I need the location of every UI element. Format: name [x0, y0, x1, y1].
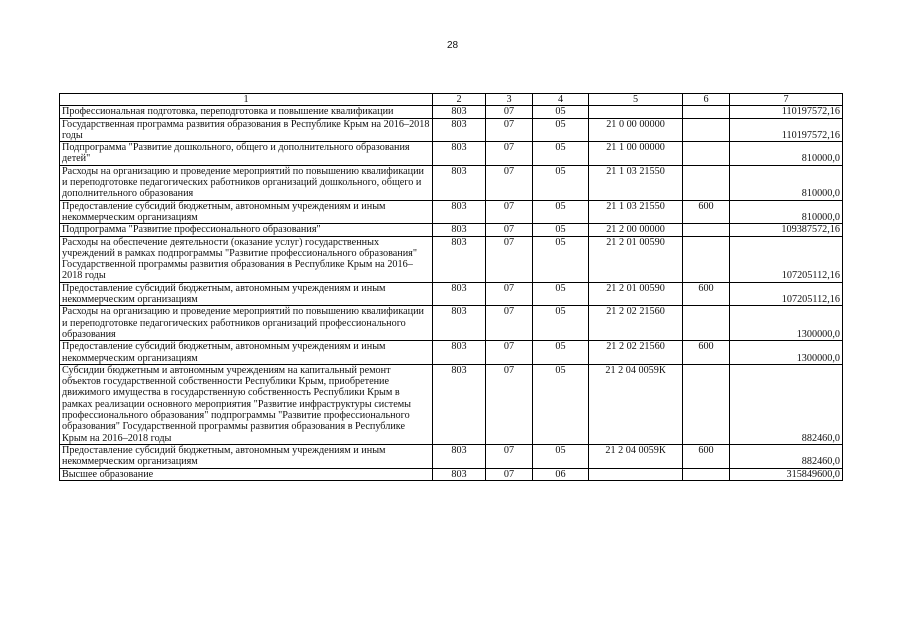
table-row: [60, 282, 843, 306]
code-cell: 803: [433, 306, 486, 341]
code-cell: 803: [433, 236, 486, 282]
row-name-cell: Подпрограмма "Развитие дошкольного, общего и дополнительного образования детей": [60, 142, 433, 166]
amount-cell: 882460,0: [730, 364, 843, 444]
expense-type-cell: [683, 106, 730, 118]
code-cell: 803: [433, 282, 486, 306]
row-name-cell: Предоставление субсидий бюджетным, автономным учреждениям и иным некоммерческим организациям: [60, 444, 433, 468]
code-cell: 803: [433, 444, 486, 468]
subsection-cell: 05: [533, 106, 589, 118]
subsection-cell: 05: [533, 224, 589, 236]
column-header: 2: [433, 94, 486, 106]
column-header: 4: [533, 94, 589, 106]
expense-type-cell: [683, 224, 730, 236]
table-row: [60, 306, 843, 341]
row-name-cell: Предоставление субсидий бюджетным, автономным учреждениям и иным некоммерческим организациям: [60, 282, 433, 306]
column-header: 5: [589, 94, 683, 106]
section-cell: 07: [486, 468, 533, 480]
table-row: [60, 106, 843, 118]
section-cell: 07: [486, 224, 533, 236]
row-name-cell: Предоставление субсидий бюджетным, автономным учреждениям и иным некоммерческим организациям: [60, 200, 433, 224]
target-article-cell: 21 2 02 21560: [589, 341, 683, 365]
amount-cell: 882460,0: [730, 444, 843, 468]
target-article-cell: 21 1 00 00000: [589, 142, 683, 166]
table-row: [60, 200, 843, 224]
expense-type-cell: [683, 364, 730, 444]
target-article-cell: 21 1 03 21550: [589, 165, 683, 200]
expense-type-cell: [683, 468, 730, 480]
subsection-cell: 05: [533, 282, 589, 306]
subsection-cell: 05: [533, 236, 589, 282]
expense-type-cell: [683, 165, 730, 200]
row-name-cell: Профессиональная подготовка, переподготовка и повышение квалификации: [60, 106, 433, 118]
table-row: [60, 364, 843, 444]
code-cell: 803: [433, 106, 486, 118]
budget-table: [59, 93, 843, 481]
amount-cell: 109387572,16: [730, 224, 843, 236]
target-article-cell: 21 1 03 21550: [589, 200, 683, 224]
amount-cell: 107205112,16: [730, 236, 843, 282]
section-cell: 07: [486, 142, 533, 166]
subsection-cell: 05: [533, 444, 589, 468]
table-row: [60, 468, 843, 480]
page-number: 28: [446, 40, 459, 51]
column-header: 3: [486, 94, 533, 106]
subsection-cell: 05: [533, 306, 589, 341]
subsection-cell: 05: [533, 142, 589, 166]
target-article-cell: 21 0 00 00000: [589, 118, 683, 142]
amount-cell: 810000,0: [730, 165, 843, 200]
target-article-cell: 21 2 04 0059К: [589, 444, 683, 468]
subsection-cell: 05: [533, 341, 589, 365]
section-cell: 07: [486, 364, 533, 444]
column-header: 7: [730, 94, 843, 106]
row-name-cell: Предоставление субсидий бюджетным, автономным учреждениям и иным некоммерческим организациям: [60, 341, 433, 365]
row-name-cell: Подпрограмма "Развитие профессионального образования": [60, 224, 433, 236]
subsection-cell: 05: [533, 118, 589, 142]
table-row: [60, 142, 843, 166]
column-header: 1: [60, 94, 433, 106]
expense-type-cell: 600: [683, 444, 730, 468]
expense-type-cell: 600: [683, 341, 730, 365]
amount-cell: 315849600,0: [730, 468, 843, 480]
row-name-cell: Государственная программа развития образования в Республике Крым на 2016–2018 годы: [60, 118, 433, 142]
amount-cell: 107205112,16: [730, 282, 843, 306]
code-cell: 803: [433, 118, 486, 142]
subsection-cell: 05: [533, 364, 589, 444]
code-cell: 803: [433, 364, 486, 444]
code-cell: 803: [433, 341, 486, 365]
code-cell: 803: [433, 165, 486, 200]
table-row: [60, 224, 843, 236]
column-header: 6: [683, 94, 730, 106]
section-cell: 07: [486, 341, 533, 365]
code-cell: 803: [433, 200, 486, 224]
amount-cell: 110197572,16: [730, 106, 843, 118]
table-row: [60, 236, 843, 282]
target-article-cell: 21 2 01 00590: [589, 236, 683, 282]
target-article-cell: 21 2 02 21560: [589, 306, 683, 341]
section-cell: 07: [486, 444, 533, 468]
row-name-cell: Высшее образование: [60, 468, 433, 480]
subsection-cell: 06: [533, 468, 589, 480]
section-cell: 07: [486, 282, 533, 306]
section-cell: 07: [486, 200, 533, 224]
amount-cell: 1300000,0: [730, 306, 843, 341]
section-cell: 07: [486, 118, 533, 142]
amount-cell: 1300000,0: [730, 341, 843, 365]
section-cell: 07: [486, 106, 533, 118]
expense-type-cell: 600: [683, 282, 730, 306]
row-name-cell: Расходы на обеспечение деятельности (оказание услуг) государственных учреждений в рамках подпрограммы "Развитие профессионального образования" Государственной программы развития образования в Республике Крым на 2016–2018 годы: [60, 236, 433, 282]
code-cell: 803: [433, 142, 486, 166]
row-name-cell: Расходы на организацию и проведение мероприятий по повышению квалификации и переподготовке педагогических работников организаций профессионального образования: [60, 306, 433, 341]
row-name-cell: Расходы на организацию и проведение мероприятий по повышению квалификации и переподготовке педагогических работников организаций дошкольного, общего и дополнительного образования: [60, 165, 433, 200]
code-cell: 803: [433, 468, 486, 480]
expense-type-cell: [683, 236, 730, 282]
expense-type-cell: [683, 142, 730, 166]
table-header-row: [60, 94, 843, 106]
code-cell: 803: [433, 224, 486, 236]
subsection-cell: 05: [533, 200, 589, 224]
section-cell: 07: [486, 236, 533, 282]
target-article-cell: [589, 468, 683, 480]
target-article-cell: [589, 106, 683, 118]
expense-type-cell: [683, 118, 730, 142]
amount-cell: 810000,0: [730, 142, 843, 166]
amount-cell: 110197572,16: [730, 118, 843, 142]
expense-type-cell: [683, 306, 730, 341]
table-row: [60, 118, 843, 142]
target-article-cell: 21 2 04 0059К: [589, 364, 683, 444]
row-name-cell: Субсидии бюджетным и автономным учреждениям на капитальный ремонт объектов государственной собственности Республики Крым, приобретение движимого имущества в государственную собственность Республики Крым в рамках реализации основного мероприятия "Развитие инфраструктуры системы профессионального образования" подпрограммы "Развитие профессионального образования" Государственной программы развития образования в Республике Крым на 2016–2018 годы: [60, 364, 433, 444]
subsection-cell: 05: [533, 165, 589, 200]
table-row: [60, 165, 843, 200]
target-article-cell: 21 2 01 00590: [589, 282, 683, 306]
section-cell: 07: [486, 306, 533, 341]
table-row: [60, 444, 843, 468]
expense-type-cell: 600: [683, 200, 730, 224]
table-row: [60, 341, 843, 365]
amount-cell: 810000,0: [730, 200, 843, 224]
target-article-cell: 21 2 00 00000: [589, 224, 683, 236]
section-cell: 07: [486, 165, 533, 200]
